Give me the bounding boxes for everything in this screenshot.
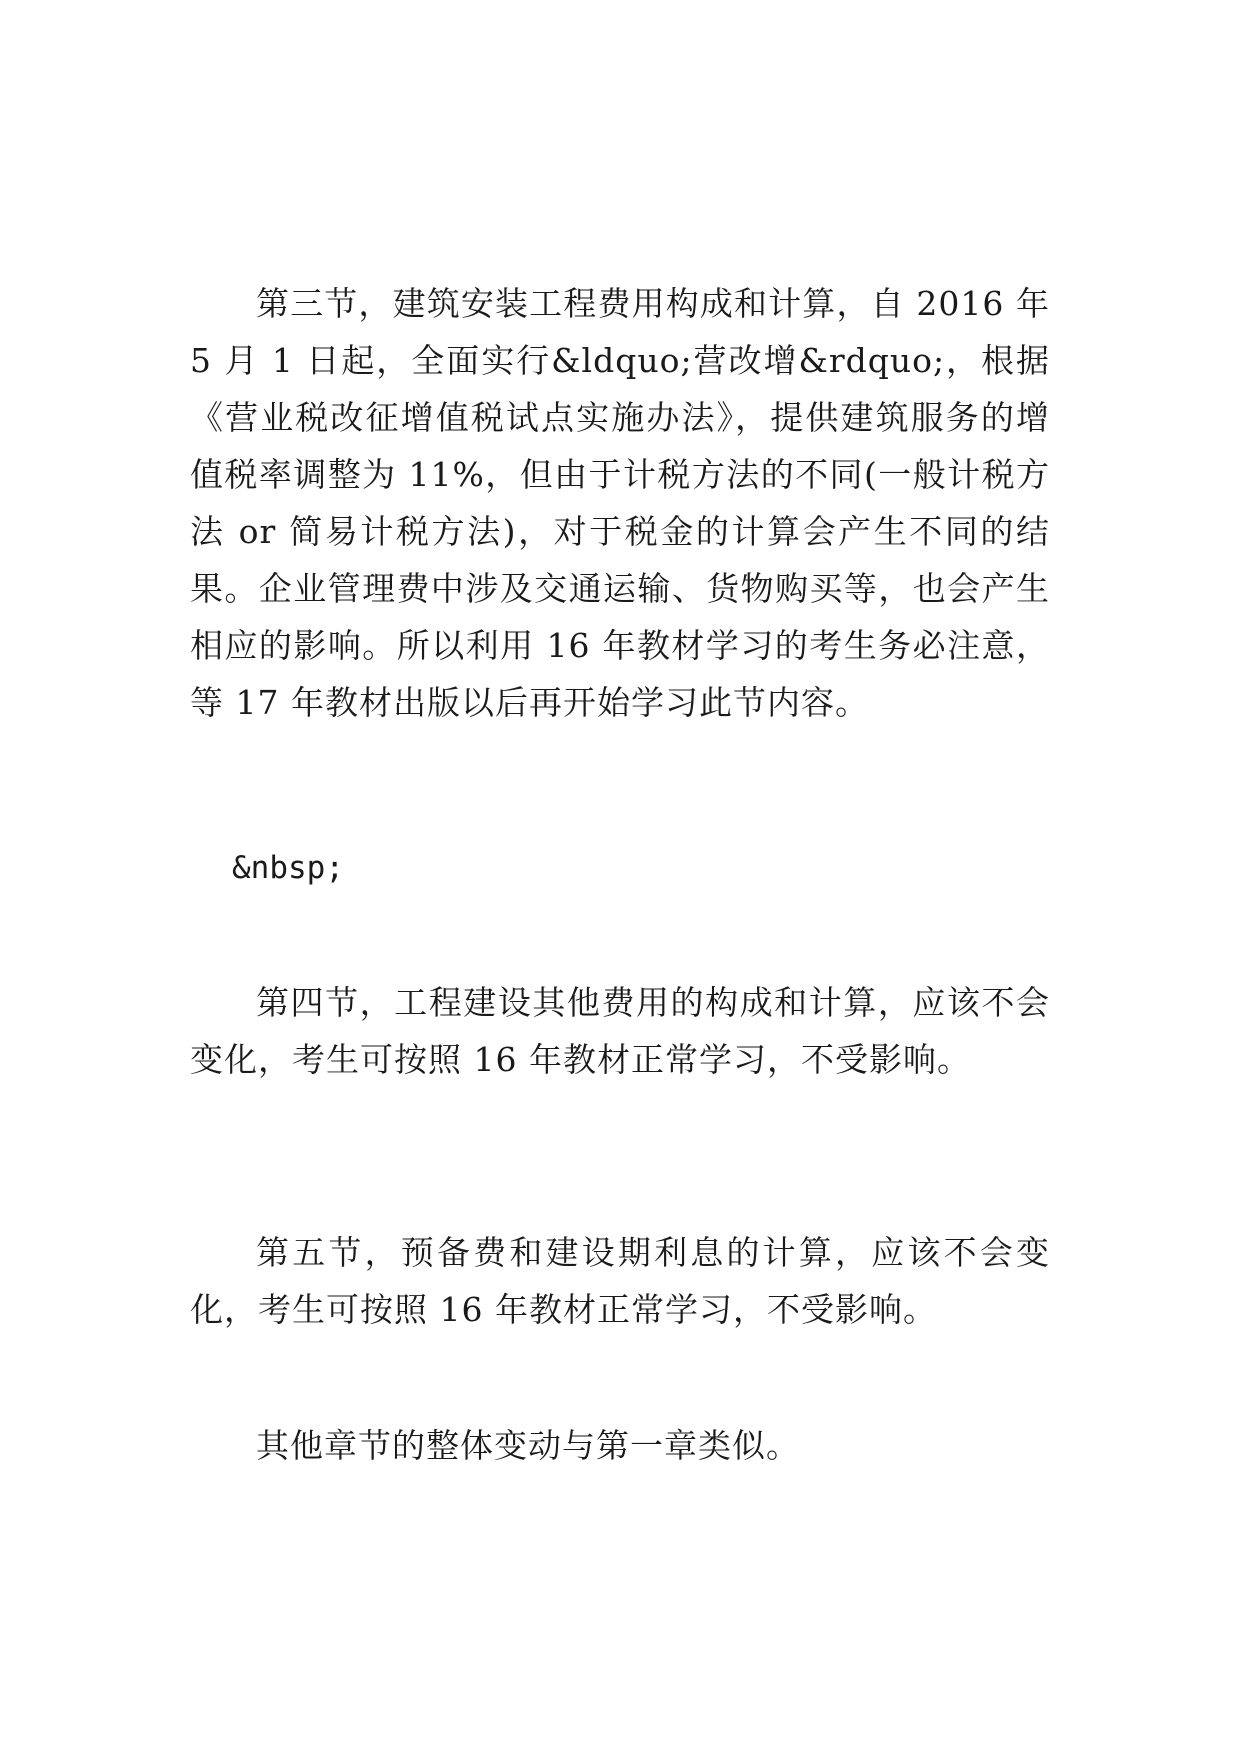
paragraph-section-3: 第三节，建筑安装工程费用构成和计算，自 2016 年 5 月 1 日起，全面实行&ldquo;营改增&rdquo;，根据《营业税改征增值税试点实施办法》，提供建筑服务的增值税率调整为 11%，但由于计税方法的不同(一般计税方法 or 简易计税方法)，对于税金的计算会产生不同的结果。企业管理费中涉及交通运输、货物购买等，也会产生相应的影响。所以利用 16 年教材学习的考生务必注意，等 17 年教材出版以后再开始学习此节内容。	[190, 284, 1062, 722]
paragraph-section-4: 第四节，工程建设其他费用的构成和计算，应该不会变化，考生可按照 16 年教材正常学习，不受影响。	[190, 983, 1050, 1079]
paragraph-section-5: 第五节，预备费和建设期利息的计算，应该不会变化，考生可按照 16 年教材正常学习，不受影响。	[190, 1233, 1050, 1329]
paragraph-other-chapters: 其他章节的整体变动与第一章类似。	[256, 1426, 800, 1465]
nbsp-artifact-text: &nbsp;	[232, 850, 344, 886]
